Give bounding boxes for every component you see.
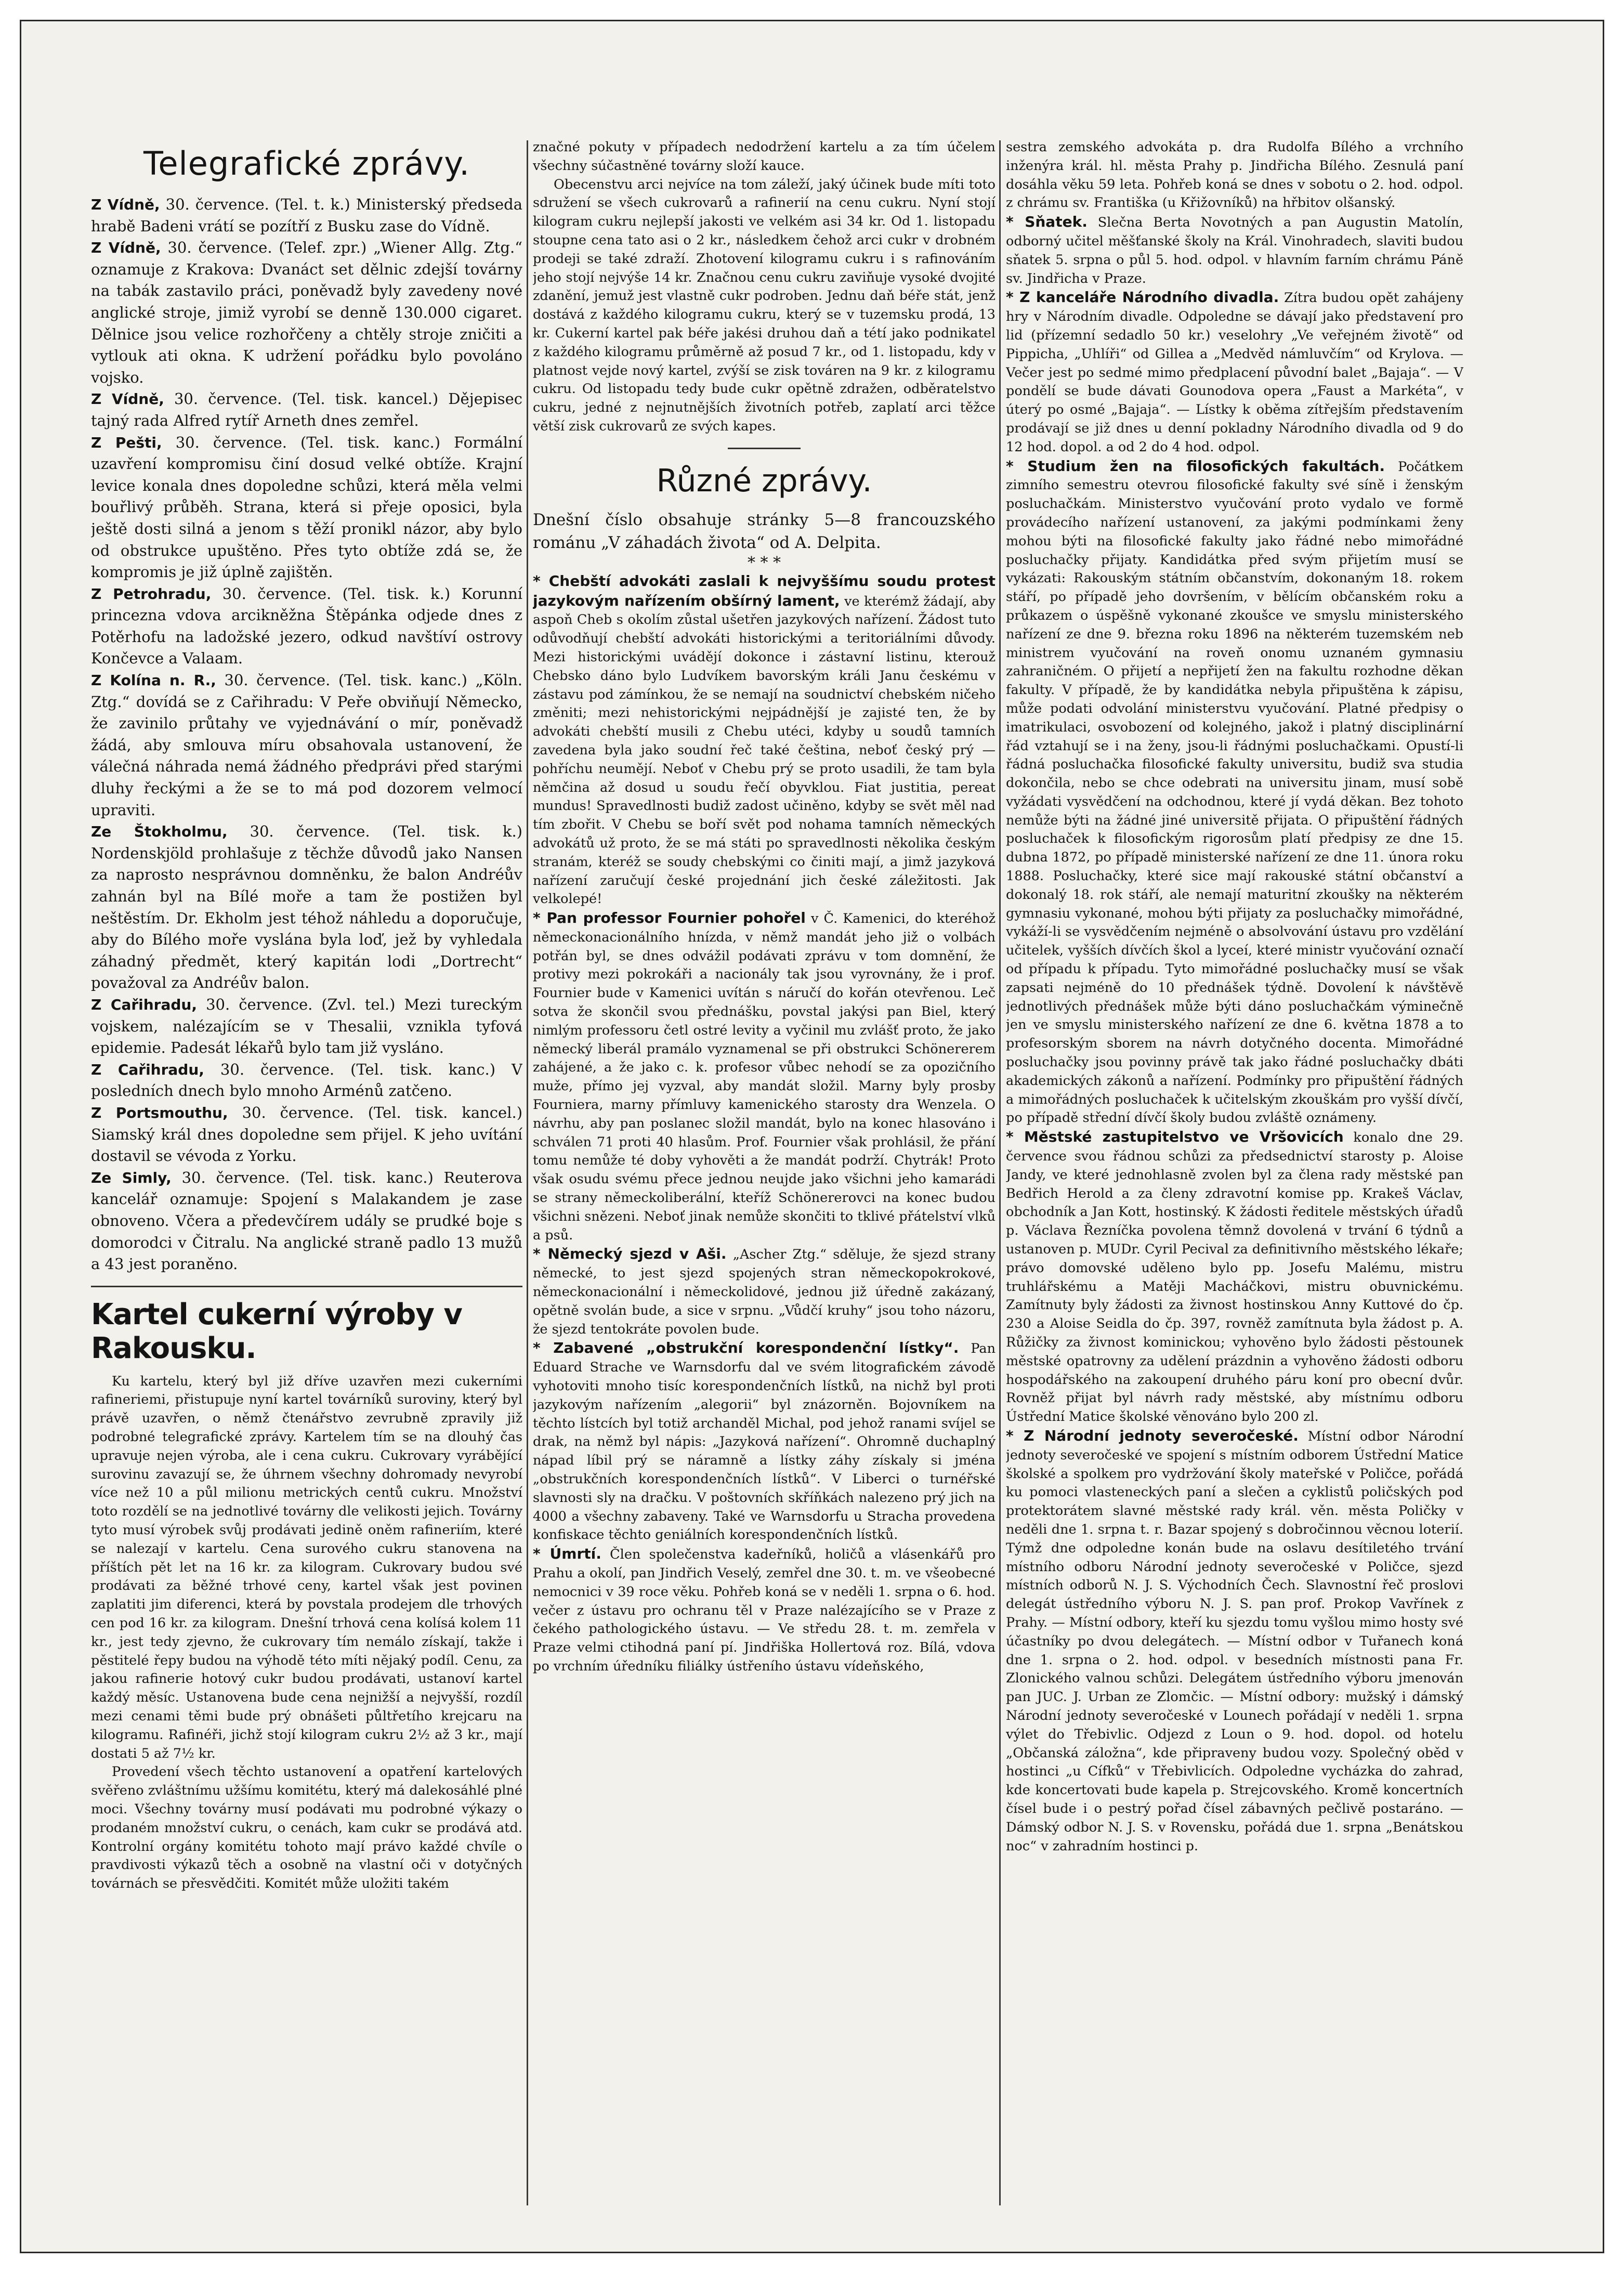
column-divider	[527, 140, 528, 2205]
news-item-lead: Z Vídně,	[91, 239, 161, 257]
article-title-sugar-cartel: Kartel cukerní výroby v Rakousku.	[91, 1297, 462, 1365]
news-item-lead: Z Petrohradu,	[91, 585, 212, 603]
news-item	[533, 909, 996, 1245]
news-item-text: Člen společenstva kadeřníků, holičů a vlásenkářů pro Prahu a okolí, pan Jindřich Veselý, zemřel dne 30. t. m. ve všeobecné nemocnici v 39 roce věku. Pohřeb koná se v neděli 1. srpna o 6. hod. večer z ústavu pro ochranu těl v Praze nalézajícího se v Praze z čekého pathologického ústavu. — Ve středu 28. t. m. zemřela v Praze velmi ctihodná paní pí. Jindřiška Hollertová roz. Bílá, vdova po vrchním úředníku filiálky ústřeního ústavu vídeňského,	[533, 1547, 996, 1674]
news-item	[1006, 213, 1463, 288]
column-right	[1006, 138, 1463, 2221]
news-item	[533, 572, 996, 909]
news-item-text: 30. července. (Tel. tisk. kancel.) Siamský král dnes dopoledne sem přijel. K jeho uvítání dostavil se vévoda z Yorku.	[91, 1103, 522, 1165]
telegraphic-items	[91, 194, 522, 1275]
news-item	[533, 1245, 996, 1339]
news-item	[91, 1059, 522, 1102]
divider	[728, 448, 801, 449]
news-item-text: Zítra budou opět zahájeny hry v Národním divadle. Odpoledne se dávají jako představení pro lid (přízemní sedadlo 50 kr.) veselohry „Ve veřejném životě“ od Pippicha, „Uhlíři“ od Gillea a „Medvěd námluvčím“ od Krylova. — Večer jest po sedmé mimo předplacení původní balet „Bajaja“. — V pondělí se bude dávati Gounodova opera „Faust a Markéta“, v úterý po osmé „Bajaja“. — Lístky k oběma zítřejším představením prodávají se již dnes u denní pokladny Národního divadla od 9 do 12 hod. dopol. a od 2 do 4 hod. odpol.	[1006, 290, 1463, 455]
news-item-text: 30. července. (Tel. tisk. k.) Nordenskjöld prohlašuje z těchže důvodů jako Nansen za naprosto nesprávnou domněnku, že balon Andréův zahnán byl na Bílé moře a tam že postižen byl neštěstím. Dr. Ekholm jest téhož náhledu a doporučuje, aby do Bílého moře vyslána byla loď, jež by vyhledala záhadný předmět, který kapitán lodi „Dortrecht“ považoval za Andréův balon.	[91, 822, 522, 992]
news-item	[91, 821, 522, 994]
news-item-text: sestra zemského advokáta p. dra Rudolfa Bílého a vrchního inženýra král. hl. města Prahy p. Jindřicha Bílého. Zesnulá paní dosáhla věku 59 leta. Pohřeb koná se dnes v sobotu o 2. hod. odpol. z chrámu sv. Františka (u Křižovníků) na hřbitov olšanský.	[1006, 139, 1463, 211]
column-middle	[533, 138, 996, 2221]
news-item-text: Počátkem zimního semestru otevrou filosofické fakulty své síně i ženským posluchačkám. Ministerstvo vyučování proto vydalo ve formě provádecího nařízení ustanovení, za jakými podmínkami ženy mohou býti na filosofické fakulty jako řádné nebo mimořádné posluchačky přijaty. Kandidátka před svým přijetím musí se vykázati: Rakouským státním občanstvím, dokonaným 18. rokem stáří, po případě jeho dovršením, v bělícím občanském roku a průkazem o úspěšně vykonané zkoušce ve smyslu ministerského nařízení ze dne 9. března roku 1896 na některém tuzemském neb ministrem vyučování na roveň onomu uznaném gymnasiu zahraničném. O přijetí a nepřijetí žen na fakultu rozhodne děkan fakulty. V případě, že by kandidátka nebyla připuštěna k zápisu, může podati odvolání ministerstvu vyučování. Platné předpisy o imatrikulaci, osvobození od kolejného, jakož i platný disciplinární řád vztahují se i na ženy, jsou-li řádnými posluchačkami. Opustí-li řádná posluchačka filosofické fakulty universitu, budiž sva studia dokončila, nebo se chce odebrati na universitu jinam, musí sobě vyžádati vysvědčení na odchodnou, které jí vydá děkan. Bez tohoto nemůže býti na žádné jiné universitě přijata. O připuštění řádných posluchaček k filosofickým rigorosům platí předpisy ze dne 15. dubna 1872, po případě ministerské nařízení ze dne 11. února roku 1888. Posluchačky, které sice mají rakouské státní občanství a dokonalý 18. rok stáří, ale nemají maturitní zkoušky na některém gymnasiu vykonané, mohou býti přijaty za posluchačky mimořádné, vykáží-li se vysvědčením nejméně o absolvování ústavu pro vzdělání učitelek, vyšších dívčích škol a lyceí, které ministr vyučování označí od případu k případu. Tyto mimořádné posluchačky musí se však zapsati nejméně do 10 přednášek týdně. Dovolení k návštěvě jednotlivých přednášek může býti dáno posluchačkám výminečně jen ve smyslu ministerského nařízení ze dne 6. května 1878 a to profesorským sborem na návrh dotyčného docenta. Mimořádné posluchačky jsou povinny právě tak jako řádné posluchačky dbáti akademických zákonů a nařízení. Podmínky pro připuštění řádných a mimořádných posluchaček k učitelským zkouškám pro vyšší dívčí, po případě střední dívčí školy budou zvláště oznámeny.	[1006, 459, 1463, 1126]
news-item-text: Pan Eduard Strache ve Warnsdorfu dal ve svém litografickém závodě vyhotoviti mnoho tisíc korespondenčních lístků, na nichž byl proti jazykovým nařízením „alegorii“ byl znázorněn. Bojovníkem na těchto lístcích byl totiž archanděl Michal, pod jehož ranami svíjel se drak, na němž byl nápis: „Jazyková nařízení“. Ohromně duchaplný nápad líbil prý se náramně a lístky záhy získaly si jména „obstrukčních korespondenčních lístků“. V Liberci o turnéřské slavnosti sly na dračku. V poštovních skříňkách nalezeno prý jich na 4000 a všechny zabaveny. Také ve Warnsdorfu u Stracha provedena konfiskace těchto geniálních korespondenčních lístků.	[533, 1341, 996, 1543]
novel-notice: Dnešní číslo obsahuje stránky 5—8 francouzského románu „V záhadách života“ od A. Delpita.	[533, 510, 996, 552]
news-item-text: 30. července. (Tel. t. k.) Ministerský předseda hrabě Badeni vrátí se pozítří z Busku zase do Vídně.	[91, 195, 522, 235]
article-sugar-cartel-continued	[533, 138, 996, 436]
news-item-text: Místní odbor Národní jednoty severočeské ve spojení s místním odborem Ústřední Matice školské a spolkem pro vydržování školy mateřské v Poličce, pořádá ku pomoci vlasteneckých paní a slečen a cyklistů poličských pod protektorátem slavné městské rady král. věn. města Poličky v neděli dne 1. srpna t. r. Bazar spojený s dobročinnou věcnou loterií. Týmž dne odpoledne konán bude na oslavu desítiletého trvání místního odboru Národní jednoty severočeské v Poličce, sjezd místních odborů N. J. S. Východních Čech. Slavnostní řeč proslovi delegát ústředního výboru N. J. S. pan prof. Prokop Vavřínek z Prahy. — Místní odbory, kteří ku sjezdu tomu vyšlou mimo hosty své účastníky po dvou delegátech. — Místní odbor v Tuřanech koná dne 1. srpna o 2. hod. odpol. v besedních místnosti pana Fr. Zlonického valnou schůzi. Delegátem ústředního výboru jmenován pan JUC. J. Urban ze Zlomčic. — Místní odbory: mužský i dámský Národní jednoty severočeské v Lounech pořádají v neděli 1. srpna výlet do Třebivlic. Odjezd z Loun o 9. hod. dopol. od hotelu „Občanská záložna“, kde připraveny budou vozy. Společný oběd v hostinci „u Cífků“ v Třebivlicích. Odpoledne vycházka do zahrad, kde koncertovati bude kapela p. Strejcovského. Kromě koncertních čísel bude i o pestrý pořad čísel zábavných pečlivě postaráno. — Dámský odbor N. J. S. v Rovensku, pořádá due 1. srpna „Benátskou noc“ v zahradním hostinci p.	[1006, 1428, 1463, 1854]
news-item	[533, 1545, 996, 1676]
news-item	[1006, 1128, 1463, 1427]
news-item-lead: Z Portsmouthu,	[91, 1104, 228, 1121]
news-item	[1006, 457, 1463, 1128]
news-item-lead: * Úmrtí.	[533, 1545, 601, 1563]
news-item-text: „Ascher Ztg.“ sděluje, že sjezd strany německé, to jest sjezd spojených stran německopokrokové, německonacionální i německolidové, jednou již úředně zakázaný, opětně svolán bude, a sice v srpnu. „Vůdčí kruhy“ jsou toho názoru, že sjezd tentokráte povolen bude.	[533, 1247, 996, 1337]
news-item	[91, 583, 522, 670]
news-item-text: 30. července. (Zvl. tel.) Mezi tureckým vojskem, nalézajícím se v Thesalii, vznikla tyfová epidemie. Padesát lékařů bylo tam již vysláno.	[91, 995, 522, 1057]
news-item-lead: Ze Štokholmu,	[91, 823, 228, 841]
divider	[91, 1286, 522, 1287]
news-item-text: 30. července. (Tel. tisk. kanc.) Reuterova kancelář oznamuje: Spojení s Malakandem je zase obnoveno. Včera a předevčírem udály se prudké boje s domorodci v Čitralu. Na anglické straně padlo 13 mužů a 43 jest poraněno.	[91, 1168, 522, 1273]
news-item-lead: Ze Simly,	[91, 1169, 172, 1186]
news-item	[91, 670, 522, 821]
news-item-lead: * Městské zastupitelstvo ve Vršovicích	[1006, 1128, 1344, 1146]
news-item	[91, 237, 522, 388]
section-title-telegraphic: Telegrafické zprávy.	[143, 145, 470, 182]
news-item-lead: Z Cařihradu,	[91, 996, 197, 1013]
news-item	[533, 1339, 996, 1545]
news-item	[91, 432, 522, 583]
news-item-lead: * Z Národní jednoty severočeské.	[1006, 1427, 1299, 1444]
news-item	[1006, 288, 1463, 456]
news-item-lead: * Německý sjezd v Aši.	[533, 1245, 727, 1263]
news-item-text: 30. července. (Tel. tisk. kanc.) Formální uzavření kompromisu činí dosud velké obtíže. Krajní levice konala dnes dopoledne schůzi, která měla velmi bouřlivý průběh. Strana, která si přeje oposici, byla ještě dosti silná a jenom s těží pronikl názor, aby bylo od obstrukce upuštěno. Přes tyto obtíže zdá se, že kompromis je již úplně zajištěn.	[91, 433, 522, 581]
news-item	[91, 1167, 522, 1275]
article-paragraph: značné pokuty v případech nedodržení kartelu a za tím účelem všechny súčastněné továrny složí kauce.	[533, 139, 996, 174]
news-item-text: Slečna Berta Novotných a pan Augustin Matolín, odborný učitel měšťanské školy na Král. Vinohradech, slaviti budou sňatek 5. srpna o půl 5. hod. odpol. v hlavním farním chrámu Páně sv. Jindřicha v Praze.	[1006, 215, 1463, 286]
news-item-text: 30. července. (Tel. tisk. k.) Korunní princezna vdova arcikněžna Štěpánka odjede dnes z Potěrhofu na ladožské jezero, odkud navštíví ostrovy Končevce a Valaam.	[91, 584, 522, 668]
news-item-text: 30. července. (Tel. tisk. kancel.) Dějepisec tajný rada Alfred rytíř Arneth dnes zemřel.	[91, 390, 522, 429]
news-item-lead: Z Kolína n. R.,	[91, 672, 216, 689]
news-item-text: 30. července. (Tel. tisk. kanc.) „Köln. Ztg.“ dovídá se z Cařihradu: V Peře obviňují Německo, že zavinilo průtahy ve vyjednávání o mír, poněvadž žádá, aby smlouva míru obsahovala ustanovení, že válečná náhrada nemá žádného předprávi před starými dluhy řeckými a že se to má pod dozorem velmocí upraviti.	[91, 671, 522, 819]
news-item-lead: Z Vídně,	[91, 196, 160, 213]
news-item	[91, 194, 522, 237]
news-item-lead: * Pan professor Fournier pohořel	[533, 909, 806, 927]
news-item-lead: * Chebští advokáti zaslali k nejvyššímu soudu protest jazykovým nařízením obšírný lament,	[533, 572, 996, 609]
news-item	[1006, 138, 1463, 213]
news-item-lead: Z Vídně,	[91, 390, 164, 408]
column-telegraphic-news	[91, 140, 522, 2221]
news-item	[91, 994, 522, 1059]
news-item-lead: * Zabavené „obstrukční korespondenční lístky“.	[533, 1339, 959, 1357]
news-item-lead: Z Pešti,	[91, 434, 162, 451]
news-item	[91, 1102, 522, 1167]
article-paragraph: Ku kartelu, který byl již dříve uzavřen mezi cukerními rafineriemi, přistupuje nyní kartel továrníků suroviny, který byl právě uzavřen, o němž čtenářstvo zevrubně zpravily již podrobné telegrafické zprávy. Kartelem tím se na dlouhý čas upravuje nejen výroba, ale i cena cukru. Cukrovary vyrábějící surovinu zavazují se, že úhrnem všechny dohromady nevyrobí více než 10 a půl milionu metrických centů cukru. Množství toto rozdělí se na jednotlivé továrny dle velikosti jejich. Továrny tyto musí výrobek svůj prodávati jedině oněm rafineriím, které se nalezají v kartelu. Cena surového cukru stanovena na příštích pět let na 16 kr. za kilogram. Cukrovary budou své prodávati za běžné trhové ceny, kartel však jest povinen zaplatiti jim diferenci, která by povstala prodejem dle trhových cen pod 16 kr. za kilogram. Dnešní trhová cena kolísá kolem 11 kr., jest tedy zjevno, že cukrovary tím nemálo získají, takže i pěstitelé řepy budou na výhodě této míti nějaký podíl. Cenu, za jakou rafinerie hotový cukr budou prodávati, ustanoví kartel každý měsíc. Ustanovena bude cena nejnižší a nejvyšší, rozdíl mezi cenami těmi bude prý obnášeti půltřetího krejcaru na kilogramu. Rafinéři, jichž stojí kilogram cukru 2½ až 3 kr., mají dostati 5 až 7½ kr.	[91, 1373, 522, 1761]
news-item	[91, 388, 522, 432]
news-item-text: 30. července. (Tel. tisk. kanc.) V posledních dnech bylo mnoho Arménů zatčeno.	[91, 1060, 522, 1100]
news-item-lead: * Z kanceláře Národního divadla.	[1006, 289, 1279, 306]
separator-stars: * * *	[747, 553, 781, 572]
news-item-text: 30. července. (Telef. zpr.) „Wiener Allg. Ztg.“ oznamuje z Krakova: Dvanáct set dělnic zdejší továrny na tabák zastavilo práci, poněvadž byly zavedeny nové anglické stroje, jimiž vyrobí se denně 130.000 cigaret. Dělnice jsou velice rozhořčeny a chtěly stroje zničiti a vytlouk ati okna. K udržení pořádku bylo povoláno vojsko.	[91, 239, 522, 386]
news-item-lead: * Studium žen na filosofických fakultách.	[1006, 457, 1385, 475]
article-sugar-cartel	[91, 1373, 522, 1893]
news-item-lead: * Sňatek.	[1006, 213, 1088, 231]
column-divider	[999, 140, 1001, 2205]
news-item	[1006, 1427, 1463, 1856]
news-item-text: v Č. Kamenici, do kteréhož německonacionálního hnízda, v němž mandát jeho již o volbách potřán byl, se dnes odvážil podávati zprávu v tom domnění, že protivy mezi pokrokáři a nacionály tak jsou vyrovnány, že i prof. Fournier bude v Kamenici uvítán s náručí do kořán otevřenou. Leč sotva že skončil svou přednášku, povstal jakýsi pan Biel, který nimlým professoru četl ostré levity a vyčinil mu zvlášť proto, že jako německý liberál pramálo vyznamenal se při obstrukci Schönererem zahájené, a že jako c. k. profesor vůbec nehodí se za opozičního muže, přímo jej vyzval, aby mandát složil. Marny byly prosby Fourniera, marny přímluvy kamenického starosty dra Wenzela. O návrhu, aby pan poslanec složil mandát, bylo na konec hlasováno i schválen 71 proti 40 hlasům. Prof. Fournier však prohlásil, že přání tomu nemůže té doby vyhověti a že mandát podrží. Chytrák! Proto však osudu svému přece jednou neujde jako všichni jeho kamarádi se strany německoliberální, kteříž Schönererovci na konec budou všichni snězeni. Neboť jinak nemůže skončiti to tklivé přátelství vlků a psů.	[533, 911, 996, 1243]
section-title-various-news: Různé zprávy.	[656, 462, 872, 499]
news-item-text: ve kterémž žádají, aby aspoň Cheb s okolím zůstal ušetřen jazykových nařízení. Žádost tuto odůvodňují chebští advokáti historickými a teritoriálními důvody. Mezi historickými uvádějí dokonce i zástavní listinu, kterouž Chebsko dáno bylo Ludvíkem bavorským králi Janu českému v zástavu pod zámínkou, že se nemají na soudnictví chebském ničeho změniti; mezi nehistorickými nejpádnější je zajisté ten, že by advokáti chebští musili z Chebu utéci, kdyby u soudů tamních zavedena byla jako soudní řeč také čeština, neboť český prý — pohříchu neumějí. Neboť v Chebu prý se proto usadili, že tam byla němčina až dosud u soudu řečí obyvklou. Fiat justitia, pereat mundus! Spravedlnosti budiž zadost učiněno, kdyby se svět měl nad tím zbořit. V Chebu se boří svět pod nohama tamních německých advokátů už proto, že se má státi po spravedlnosti několika českým stranám, kteréž se soudy chebskými co činiti mají, a jimž jazyková nařízení zaručují české projednání jich české záležitosti. Jak velkolepé!	[533, 593, 996, 907]
news-item-lead: Z Cařihradu,	[91, 1061, 204, 1078]
news-item-text: konalo dne 29. července svou řádnou schůzi za předsednictví starosty p. Aloise Jandy, ve které jednohlasně zvolen byl za člena rady městské pan Bedřich Herold a za členy zdravotní komise pp. Krakeš Václav, obchodník a Jan Kott, hostinský. K žádosti ředitele městských úřadů p. Václava Řezníčka povolena těmnž dovolená v trvání 6 týdnů a ustanoven p. MUDr. Cyril Pecival za definitivního městského lékaře; právo domovské uděleno bylo pp. Josefu Malému, mistru truhlářskému a Matěji Macháčkovi, mistru obuvnickému. Zamítnuty byly žádosti za živnost hostinskou Anny Kuttové do čp. 230 a Aloise Seidla do čp. 397, rovněž zamítnuta byla žádost p. A. Růžičky za živnost kominickou; vyhověno bylo žádosti pěstounek městské opatrovny za udělení prázdnin a vyhověno žádosti odboru hospodářského na zakoupení druhého páru koní pro obecní dvůr. Rovněž přijat byl návrh rady městské, aby místnímu odboru Ústřední Matice školské věnováno bylo 200 zl.	[1006, 1130, 1463, 1425]
various-news-items	[533, 572, 996, 1676]
article-paragraph: Provedení všech těchto ustanovení a opatření kartelových svěřeno zvláštnímu užšímu komitétu, který má dalekosáhlé plné moci. Všechny továrny musí podávati mu podrobné výkazy o prodaném množství cukru, o cenách, kam cukr se prodává atd. Kontrolní orgány komitétu tohoto mají právo každé chvíle o pravdivosti výkazů těch a osobně na vlastní oči v dotyčných továrnách se přesvědčiti. Komitét může uložiti takém	[91, 1764, 522, 1892]
article-paragraph: Obecenstvu arci nejvíce na tom záleží, jaký účinek bude míti toto sdružení se všech cukrovarů a rafinerií na cenu cukru. Nyní stojí kilogram cukru nejlepší jakosti ve velkém asi 34 kr. Od 1. listopadu stoupne cena tato asi o 2 kr., následkem čehož arci cukr v drobném prodeji se také zdraží. Zhotovení kilogramu cukru i s rafinováním jeho stojí nejvýše 14 kr. Značnou cenu cukru zaviňuje vysoké dvojité zdanění, jemuž jest vlastně cukr podroben. Jednu daň béře stát, jenž dostává z každého kilogramu cukru, který se v tuzemsku prodá, 13 kr. Cukerní kartel pak béře jakési druhou daň a tétí jako podnikatel z každého kilogramu průměrně až posud 7 kr., od 1. listopadu, kdy v platnost vejde nový kartel, zvýší se zisk továren na 9 kr. z kilogramu cukru. Od listopadu tedy bude cukr opětně zdražen, odběratelstvo cukru, jedné z nejnutnějších životních potřeb, zaplatí arci těžce větší zisk cukrovarů ze svých kapes.	[533, 176, 996, 434]
